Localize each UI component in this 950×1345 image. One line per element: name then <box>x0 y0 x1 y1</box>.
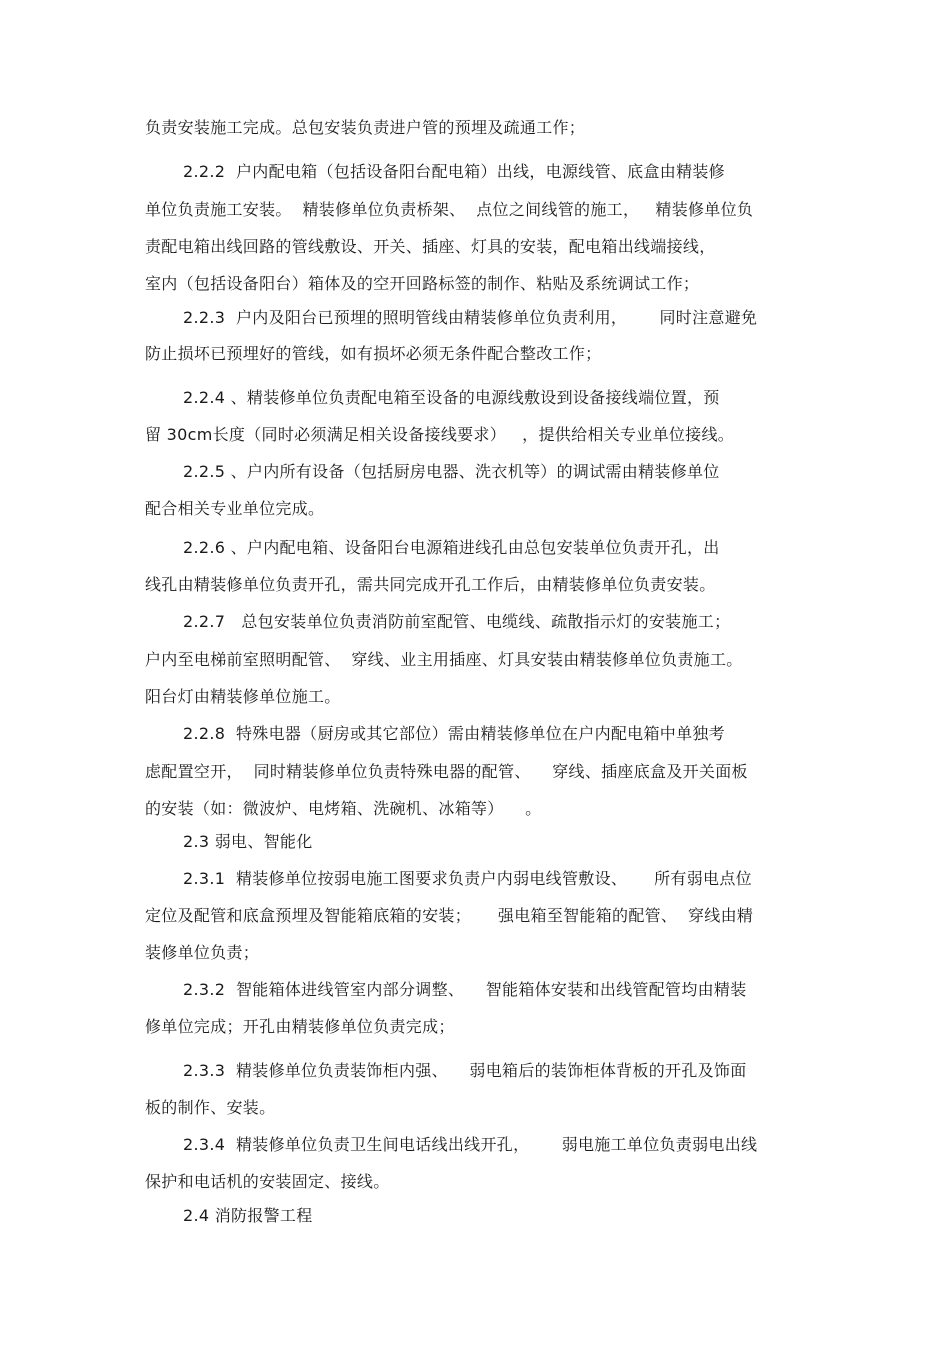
text-line: 户内至电梯前室照明配管、 穿线、业主用插座、灯具安装由精装修单位负责施工。 <box>145 650 743 669</box>
text-line: 保护和电话机的安装固定、接线。 <box>145 1172 390 1191</box>
text-line: 室内（包括设备阳台）箱体及的空开回路标签的制作、粘贴及系统调试工作； <box>145 274 700 293</box>
text-line: 装修单位负责； <box>145 943 260 962</box>
text-line: 的安装（如：微波炉、电烤箱、洗碗机、冰箱等） 。 <box>145 799 542 818</box>
text-line: 2.2.8 特殊电器（厨房或其它部位）需由精装修单位在户内配电箱中单独考 <box>183 724 725 743</box>
text-line: 2.2.4 、精装修单位负责配电箱至设备的电源线敷设到设备接线端位置，预 <box>183 388 720 407</box>
text-line: 定位及配管和底盒预埋及智能箱底箱的安装； 强电箱至智能箱的配管、 穿线由精 <box>145 906 754 925</box>
text-line: 单位负责施工安装。 精装修单位负责桥架、 点位之间线管的施工， 精装修单位负 <box>145 200 754 219</box>
text-line: 配合相关专业单位完成。 <box>145 499 325 518</box>
text-line: 2.3.3 精装修单位负责装饰柜内强、 弱电箱后的装饰柜体背板的开孔及饰面 <box>183 1061 747 1080</box>
text-line: 阳台灯由精装修单位施工。 <box>145 687 341 706</box>
text-line: 2.2.5 、户内所有设备（包括厨房电器、洗衣机等）的调试需由精装修单位 <box>183 462 720 481</box>
text-line: 2.3.2 智能箱体进线管室内部分调整、 智能箱体安装和出线管配管均由精装 <box>183 980 747 999</box>
text-line: 2.3.1 精装修单位按弱电施工图要求负责户内弱电线管敷设、 所有弱电点位 <box>183 869 752 888</box>
text-line: 修单位完成；开孔由精装修单位负责完成； <box>145 1017 455 1036</box>
text-line: 留 30cm长度（同时必须满足相关设备接线要求） ，提供给相关专业单位接线。 <box>145 425 735 444</box>
text-line: 板的制作、安装。 <box>145 1098 276 1117</box>
text-line: 防止损坏已预埋好的管线，如有损坏必须无条件配合整改工作； <box>145 344 602 363</box>
text-line: 2.2.6 、户内配电箱、设备阳台电源箱进线孔由总包安装单位负责开孔，出 <box>183 538 720 557</box>
section-heading: 2.4 消防报警工程 <box>183 1206 313 1225</box>
text-line: 负责安装施工完成。总包安装负责进户管的预埋及疏通工作； <box>145 118 586 137</box>
text-line: 2.2.7 总包安装单位负责消防前室配管、电缆线、疏散指示灯的安装施工； <box>183 612 731 631</box>
text-line: 2.3.4 精装修单位负责卫生间电话线出线开孔， 弱电施工单位负责弱电出线 <box>183 1135 758 1154</box>
text-line: 责配电箱出线回路的管线敷设、开关、插座、灯具的安装，配电箱出线端接线， <box>145 237 716 256</box>
text-line: 虑配置空开， 同时精装修单位负责特殊电器的配管、 穿线、插座底盒及开关面板 <box>145 762 748 781</box>
text-line: 2.2.2 户内配电箱（包括设备阳台配电箱）出线，电源线管、底盒由精装修 <box>183 162 725 181</box>
section-heading: 2.3 弱电、智能化 <box>183 832 313 851</box>
text-line: 线孔由精装修单位负责开孔，需共同完成开孔工作后，由精装修单位负责安装。 <box>145 575 716 594</box>
text-line: 2.2.3 户内及阳台已预埋的照明管线由精装修单位负责利用， 同时注意避免 <box>183 308 758 327</box>
